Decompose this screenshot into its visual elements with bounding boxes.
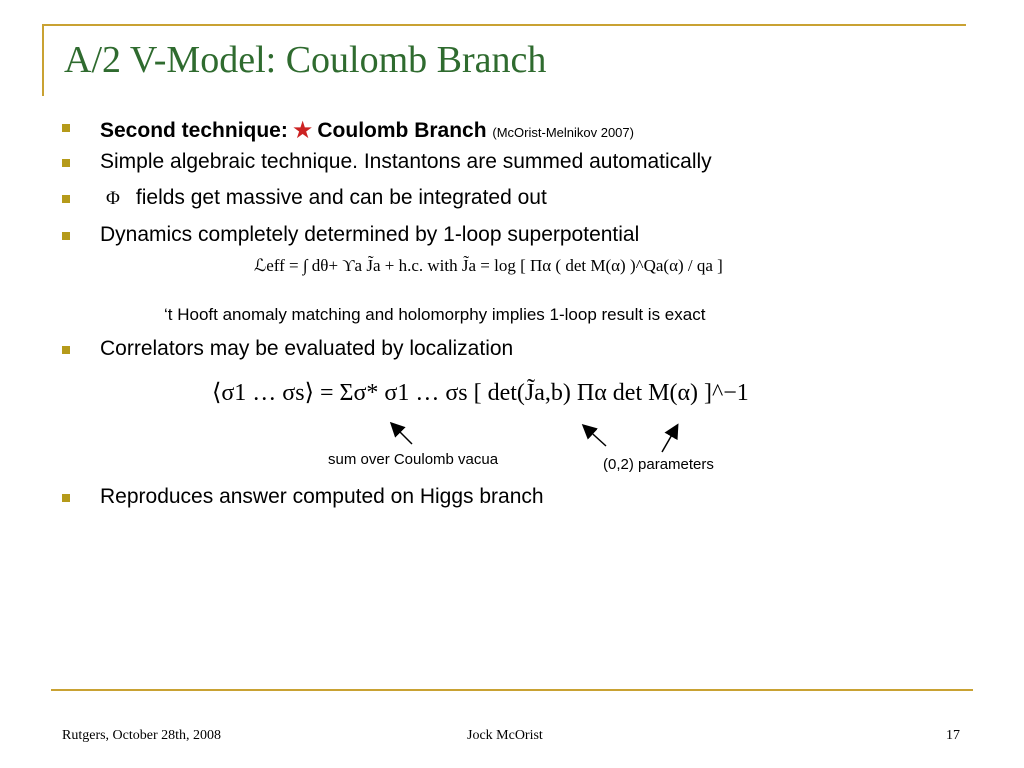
callout-vacua: sum over Coulomb vacua xyxy=(328,451,499,468)
page-number: 17 xyxy=(946,728,960,743)
slide-title: A/2 V-Model: Coulomb Branch xyxy=(64,39,547,81)
anomaly-note: ‘t Hooft anomaly matching and holomorphy implies 1-loop result is exact xyxy=(164,305,706,324)
footer-center: Jock McOrist xyxy=(467,728,543,743)
bullet-6-text: Reproduces answer computed on Higgs branch xyxy=(100,485,544,508)
callout-params: (0,2) parameters xyxy=(603,456,714,473)
square-bullet-icon xyxy=(62,494,70,502)
bullet-1-prefix: Second technique: xyxy=(100,119,288,142)
footer-rule xyxy=(51,689,973,691)
bullet-4-text: Dynamics completely determined by 1-loop superpotential xyxy=(100,223,640,246)
bullet-2-text: Simple algebraic technique. Instantons are summed automatically xyxy=(100,150,712,173)
superpotential-equation: ℒeff = ∫ dθ+ ϒa J̃a + h.c. with J̃a = log [ Πα ( det M(α) )^Qa(α) / qa ] xyxy=(254,256,723,275)
arrow-params-right xyxy=(662,426,677,452)
correlator-equation: ⟨σ1 … σs⟩ = Σσ* σ1 … σs [ det(J̃a,b) Πα det M(α) ]^−1 xyxy=(212,380,749,406)
star-icon: ★ xyxy=(291,117,314,144)
arrow-vacua xyxy=(392,424,412,444)
arrow-params-left xyxy=(584,426,606,446)
phi-symbol: Φ xyxy=(106,188,120,209)
bullet-5-text: Correlators may be evaluated by localization xyxy=(100,337,514,360)
bullet-1-name: Coulomb Branch xyxy=(317,119,487,142)
bullet-3-text: fields get massive and can be integrated out xyxy=(135,186,547,209)
footer-left: Rutgers, October 28th, 2008 xyxy=(62,728,222,743)
bullet-1-citation: (McOrist-Melnikov 2007) xyxy=(492,125,634,140)
